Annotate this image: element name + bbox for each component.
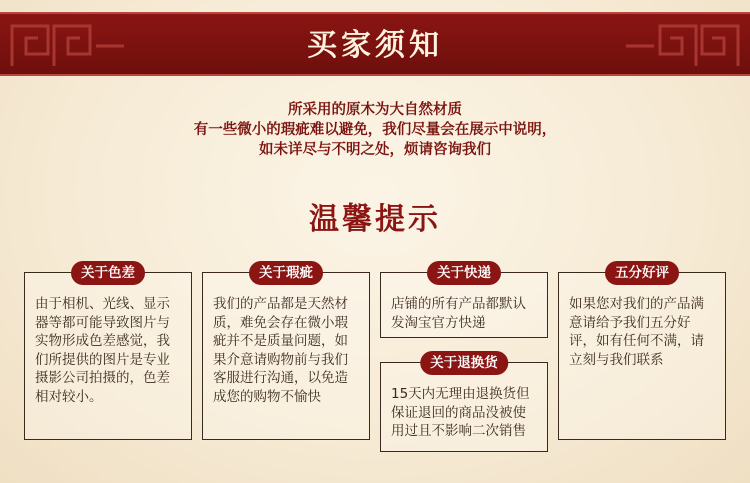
card-five-star-review <box>558 265 726 440</box>
card-text: 由于相机、光线、显示器等都可能导致图片与实物形成色差感觉，我们所提供的图片是专业摄影公司拍摄的，色差相对较小。 <box>35 296 170 405</box>
intro-line: 如未详尽与不明之处，烦请咨询我们 <box>259 141 491 158</box>
intro-text <box>0 100 750 160</box>
intro-line: 所采用的原木为大自然材质 <box>288 101 462 118</box>
card-tag: 五分好评 <box>605 261 679 285</box>
card-flaws <box>202 265 370 440</box>
card-tag: 关于退换货 <box>420 351 508 375</box>
card-tag: 关于色差 <box>71 261 145 285</box>
card-text: 店铺的所有产品都默认发淘宝官方快递 <box>391 296 526 331</box>
card-text: 我们的产品都是天然材质，难免会存在微小瑕疵并不是质量问题，如果介意请购物前与我们客服进行沟通，以免造成您的购物不愉快 <box>213 296 348 405</box>
intro-line: 有一些微小的瑕疵难以避免，我们尽量会在展示中说明， <box>193 121 557 138</box>
header-banner <box>0 12 750 76</box>
card-text: 如果您对我们的产品满意请给予我们五分好评，如有任何不满，请立刻与我们联系 <box>569 296 704 368</box>
page-title: 买家须知 <box>307 28 443 63</box>
tips-heading: 温馨提示 <box>309 202 441 237</box>
card-tag: 关于快递 <box>427 261 501 285</box>
card-text: 15天内无理由退换货但保证退回的商品没被使用过且不影响二次销售 <box>391 386 530 439</box>
card-returns <box>380 355 548 452</box>
card-color-difference <box>24 265 192 440</box>
card-tag: 关于瑕疵 <box>249 261 323 285</box>
card-shipping <box>380 265 548 338</box>
